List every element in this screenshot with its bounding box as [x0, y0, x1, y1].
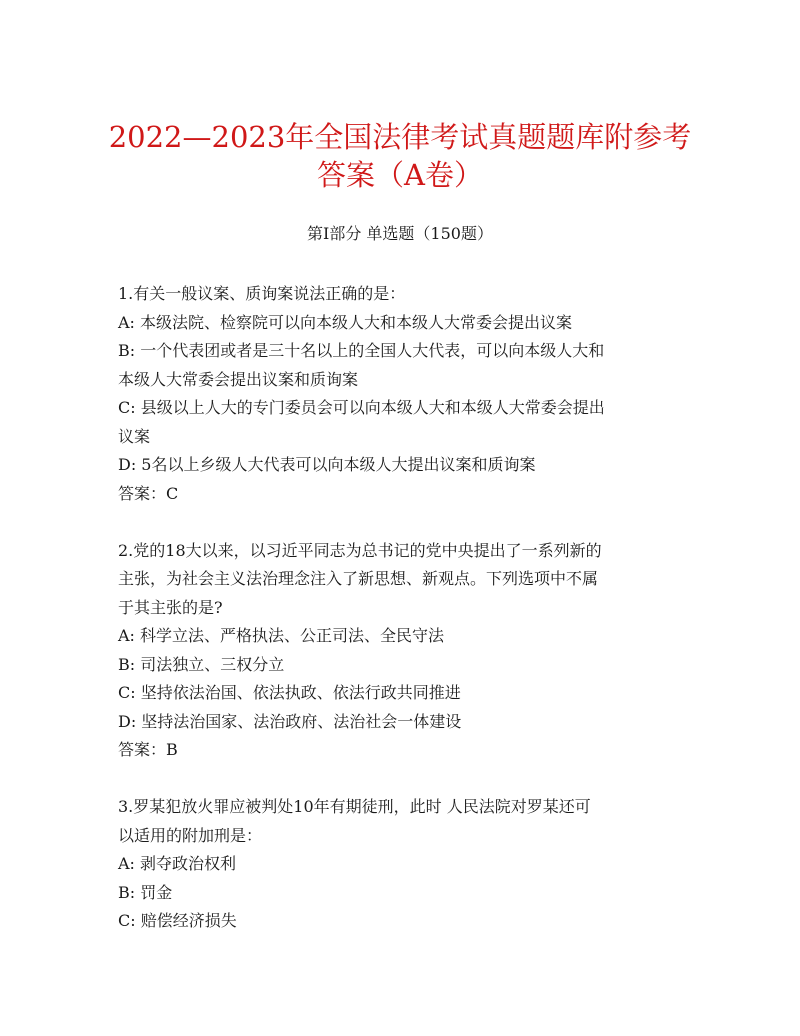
- option-d: D: 5名以上乡级人大代表可以向本级人大提出议案和质询案: [118, 455, 536, 474]
- option-a: A: 剥夺政治权利: [118, 854, 237, 873]
- document-title: [0, 118, 800, 194]
- question-1: [118, 280, 688, 508]
- question-stem-cont: 以适用的附加刑是：: [118, 825, 263, 845]
- answer: 答案：C: [118, 483, 179, 503]
- question-stem: 3.罗某犯放火罪应被判处10年有期徒刑，此时 人民法院对罗某还可: [118, 797, 591, 816]
- option-c: C: 县级以上人大的专门委员会可以向本级人大和本级人大常委会提出: [118, 398, 605, 417]
- question-stem-cont: 主张，为社会主义法治理念注入了新思想、新观点。下列选项中不属: [118, 569, 599, 588]
- option-a: A: 科学立法、严格执法、公正司法、全民守法: [118, 626, 445, 645]
- option-c: C: 坚持依法治国、依法执政、依法行政共同推进: [118, 683, 461, 702]
- section-heading: 第I部分 单选题（150题）: [307, 224, 493, 243]
- question-stem: 1.有关一般议案、质询案说法正确的是：: [118, 284, 406, 303]
- title-line-1: 2022—2023年全国法律考试真题题库附参考: [108, 120, 692, 154]
- question-stem: 2.党的18大以来，以习近平同志为总书记的党中央提出了一系列新的: [118, 540, 602, 560]
- option-a: A: 本级法院、检察院可以向本级人大和本级人大常委会提出议案: [118, 312, 573, 332]
- question-stem-cont: 于其主张的是?: [118, 597, 223, 617]
- option-c: C: 赔偿经济损失: [118, 911, 237, 930]
- option-d: D: 坚持法治国家、法治政府、法治社会一体建设: [118, 711, 462, 731]
- option-c-cont: 议案: [118, 426, 151, 446]
- question-2: [118, 537, 688, 765]
- option-b-cont: 本级人大常委会提出议案和质询案: [118, 369, 359, 389]
- option-b: B: 司法独立、三权分立: [118, 654, 285, 674]
- option-b: B: 罚金: [118, 882, 173, 902]
- question-list: [118, 280, 688, 964]
- answer: 答案：B: [118, 740, 178, 759]
- question-3: [118, 793, 688, 936]
- title-line-2: 答案（A卷）: [317, 158, 483, 192]
- option-b: B: 一个代表团或者是三十名以上的全国人大代表，可以向本级人大和: [118, 341, 605, 360]
